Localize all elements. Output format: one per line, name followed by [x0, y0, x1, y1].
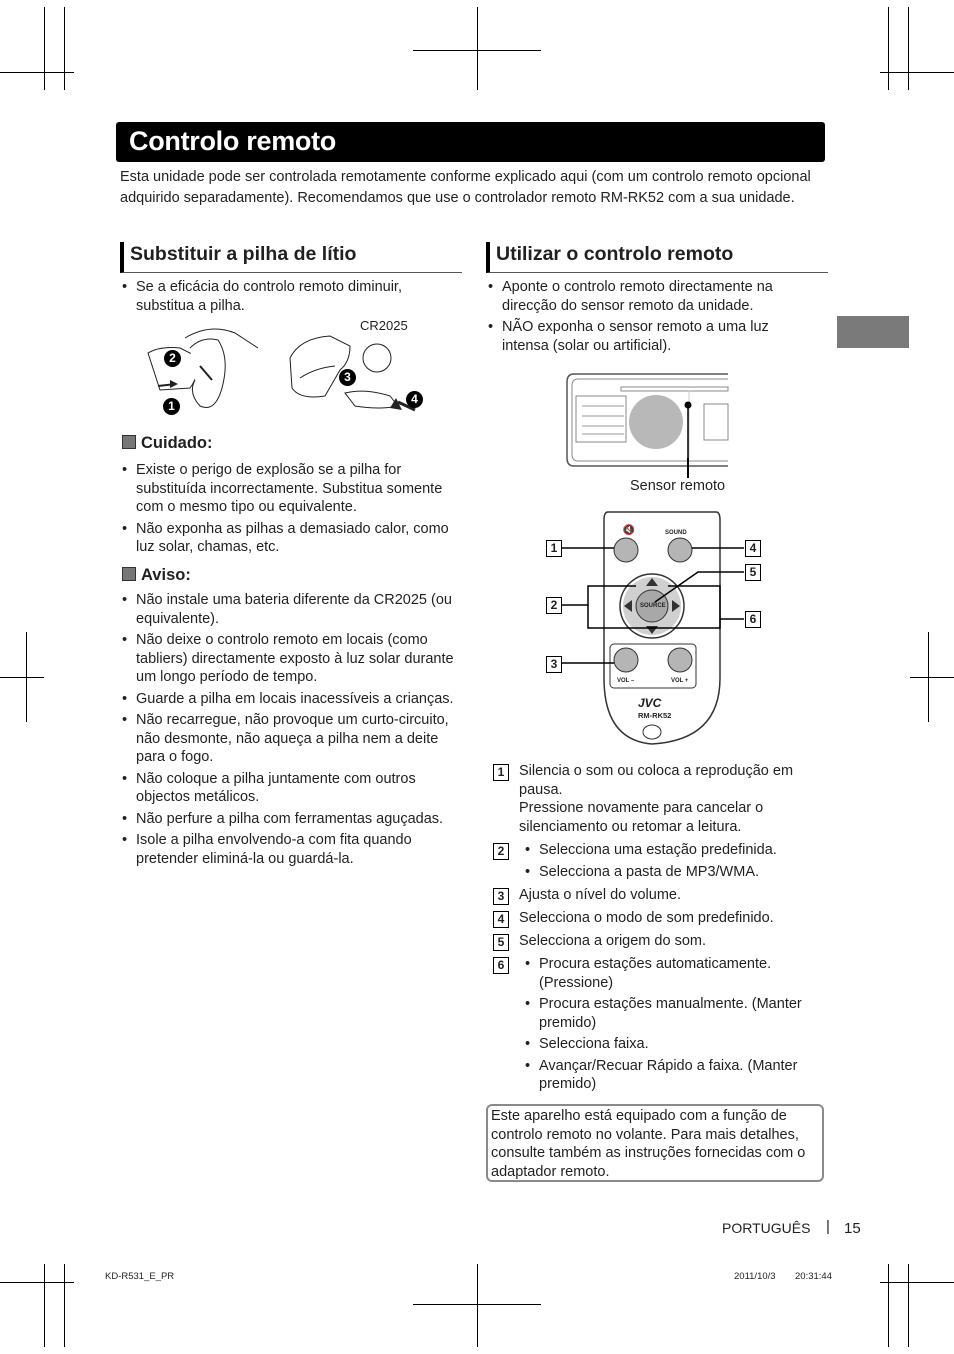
- crop-mark: [64, 1264, 65, 1347]
- list-item: • Não deixe o controlo remoto em locais (como tabliers) directamente exposto à luz solar durante um longo período de tempo.: [120, 631, 465, 687]
- function-description-5: Selecciona a origem do som.: [519, 933, 706, 949]
- function-number: 4: [493, 911, 509, 928]
- warning-heading: [122, 566, 191, 585]
- footer-time: 20:31:44: [795, 1271, 832, 1282]
- unit-front-panel-illustration: [564, 370, 730, 470]
- function-text: Pressione novamente para cancelar o silenciamento ou retomar a leitura.: [519, 800, 764, 835]
- page-title-bar: [116, 122, 825, 162]
- list-item: • NÃO exponha o sensor remoto a uma luz intensa (solar ou artificial).: [486, 318, 816, 355]
- crop-mark: [908, 1264, 909, 1347]
- model-label: RM-RK52: [638, 711, 672, 720]
- callout-6: 6: [745, 611, 761, 628]
- callout-4: 4: [745, 540, 761, 557]
- function-description-3: Ajusta o nível do volume.: [519, 887, 682, 903]
- list-item: • Não recarregue, não provoque um curto-circuito, não desmonte, não aqueça a pilha nem a deite para o fogo.: [120, 711, 465, 767]
- list-item: • Avançar/Recuar Rápido a faixa. (Manter premido): [519, 1057, 819, 1094]
- vol-minus-label: VOL –: [617, 678, 635, 684]
- footer-date: 2011/10/3: [734, 1271, 776, 1282]
- language-tab: [837, 316, 909, 348]
- function-number: 1: [493, 764, 509, 781]
- intro-text: Esta unidade pode ser controlada remotamente conforme explicado aqui (com um controlo remoto opcional adquirido separadamente). Recomendamos que use o controlador remoto RM-RK52 com a sua unidade.: [120, 169, 811, 206]
- crop-mark: [0, 677, 44, 678]
- crop-mark: [928, 632, 929, 722]
- battery-bullets: [120, 278, 455, 318]
- list-item: • Não instale uma bateria diferente da CR2025 (ou equivalente).: [120, 591, 465, 628]
- crop-mark: [477, 7, 478, 90]
- warning-list: [120, 591, 465, 871]
- section-heading-remote-label: Utilizar o controlo remoto: [496, 243, 734, 265]
- list-item: • Se a eficácia do controlo remoto diminuir, substitua a pilha.: [120, 278, 455, 315]
- footer-filename: KD-R531_E_PR: [105, 1271, 175, 1282]
- list-item: • Não perfure a pilha com ferramentas aguçadas.: [120, 810, 465, 829]
- crop-mark: [26, 632, 27, 722]
- function-text: Silencia o som ou coloca a reprodução em pausa.: [519, 763, 794, 798]
- list-item: • Selecciona a pasta de MP3/WMA.: [519, 863, 819, 882]
- crop-mark: [477, 1264, 478, 1347]
- crop-mark: [880, 72, 954, 73]
- list-item: • Aponte o controlo remoto directamente na direcção do sensor remoto da unidade.: [486, 278, 816, 315]
- caution-heading-label: Cuidado:: [141, 434, 213, 452]
- sensor-leader-line: [687, 458, 689, 478]
- battery-replacement-illustration: [140, 318, 440, 423]
- callout-2: 2: [546, 597, 562, 614]
- sound-label: SOUND: [665, 530, 687, 536]
- list-item: • Não coloque a pilha juntamente com outros objectos metálicos.: [120, 770, 465, 807]
- mute-icon: 🔇: [622, 525, 636, 536]
- list-item: • Não exponha as pilhas a demasiado calor, como luz solar, chamas, etc.: [120, 520, 455, 557]
- footer-language: PORTUGUÊS: [722, 1220, 811, 1236]
- steering-remote-note: Este aparelho está equipado com a função de controlo remoto no volante. Para mais detalhes, consulte também as instruções fornecidas com o adaptador remoto.: [486, 1104, 824, 1182]
- crop-mark: [910, 677, 954, 678]
- crop-mark: [908, 7, 909, 90]
- step-4-marker: 4: [406, 391, 423, 408]
- function-number: 2: [493, 843, 509, 860]
- callout-3: 3: [546, 656, 562, 673]
- function-description-4: Selecciona o modo de som predefinido.: [519, 910, 774, 926]
- list-item: • Isole a pilha envolvendo-a com fita quando pretender eliminá-la ou guardá-la.: [120, 831, 465, 868]
- list-item: • Guarde a pilha em locais inacessíveis a crianças.: [120, 690, 465, 709]
- square-icon: [122, 567, 136, 581]
- section-heading-battery: [120, 242, 462, 273]
- function-description-1: [519, 762, 819, 836]
- callout-5: 5: [745, 564, 761, 581]
- source-label: SOURCE: [640, 603, 666, 609]
- crop-mark: [0, 1282, 74, 1283]
- function-description-6: [519, 955, 819, 1097]
- crop-mark: [880, 1282, 954, 1283]
- caution-heading: [122, 434, 213, 453]
- crop-mark: [64, 7, 65, 90]
- function-number: 5: [493, 934, 509, 951]
- list-item: • Existe o perigo de explosão se a pilha for substituída incorrectamente. Substitua somente com o mesmo tipo ou equivalente.: [120, 461, 455, 517]
- step-1-marker: 1: [163, 398, 180, 415]
- crop-mark: [888, 7, 889, 90]
- caution-list: [120, 461, 455, 560]
- step-2-marker: 2: [164, 350, 181, 367]
- battery-type-label: CR2025: [360, 318, 408, 333]
- list-item: • Selecciona uma estação predefinida.: [519, 841, 819, 860]
- function-number: 3: [493, 888, 509, 905]
- function-description-2: [519, 841, 819, 884]
- crop-mark: [0, 72, 74, 73]
- page-number: 15: [844, 1220, 861, 1237]
- step-3-marker: 3: [339, 369, 356, 386]
- crop-mark: [44, 7, 45, 90]
- square-icon: [122, 435, 136, 449]
- callout-1: 1: [546, 540, 562, 557]
- crop-mark: [888, 1264, 889, 1347]
- footer-separator: |: [826, 1218, 830, 1235]
- list-item: • Procura estações manualmente. (Manter premido): [519, 995, 819, 1032]
- section-heading-battery-label: Substituir a pilha de lítio: [130, 243, 357, 265]
- list-item: • Selecciona faixa.: [519, 1035, 819, 1054]
- list-item: • Procura estações automaticamente. (Pressione): [519, 955, 819, 992]
- section-heading-remote: [486, 242, 828, 273]
- page-title: Controlo remoto: [129, 126, 336, 156]
- crop-mark: [44, 1264, 45, 1347]
- remote-bullets: [486, 278, 816, 358]
- sensor-label: Sensor remoto: [630, 478, 726, 494]
- brand-logo: JVC: [638, 696, 662, 710]
- warning-heading-label: Aviso:: [141, 566, 191, 584]
- vol-plus-label: VOL +: [671, 678, 689, 684]
- function-number: 6: [493, 957, 509, 974]
